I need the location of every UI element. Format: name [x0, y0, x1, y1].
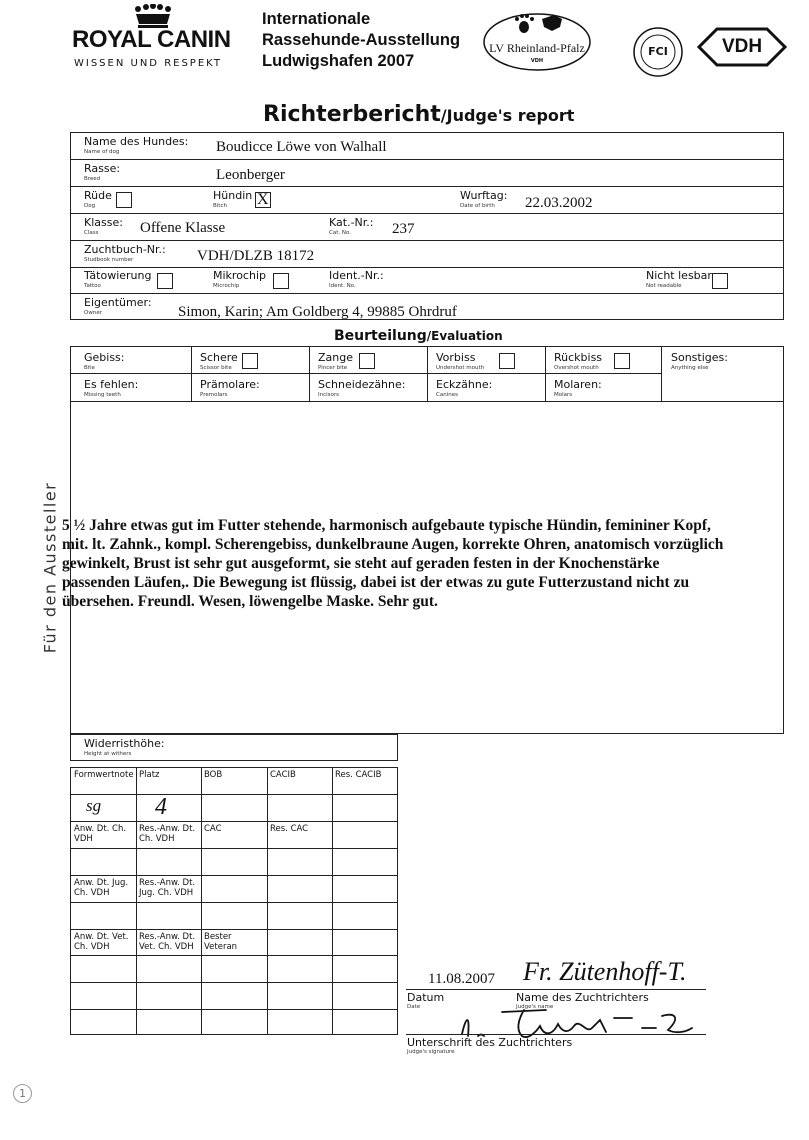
vdh-logo — [697, 27, 787, 67]
female-mark: X — [257, 191, 269, 208]
name-label: Name des Hundes: — [84, 135, 189, 148]
male-checkbox[interactable] — [116, 192, 132, 208]
tattoo-checkbox[interactable] — [157, 273, 173, 289]
vdh-cac: CAC — [204, 824, 222, 834]
header-cacib: CACIB — [270, 770, 296, 780]
tattoo-label: Tätowierung — [84, 269, 152, 282]
female-label: Hündin — [213, 189, 253, 202]
date-value: 11.08.2007 — [428, 971, 495, 987]
report-line-5: übersehen. Freundl. Wesen, löwengelbe Maske. Sehr gut. — [62, 593, 438, 610]
name-sub: Name of dog — [84, 149, 120, 155]
vet-anw: Anw. Dt. Vet. Ch. VDH — [74, 932, 129, 952]
class-value: Offene Klasse — [140, 220, 226, 236]
molars-sub: Molars — [554, 392, 573, 398]
vdh-res-cac: Res. CAC — [270, 824, 309, 834]
report-line-2: mit. lt. Zahnk., kompl. Scherengebiss, dunkelbraune Augen, korrekte Ohren, anatomisch vorzüglich — [62, 536, 724, 553]
owner-value: Simon, Karin; Am Goldberg 4, 99885 Ohrdruf — [178, 304, 457, 320]
header-res-cacib: Res. CACIB — [335, 770, 382, 780]
owner-sub: Owner — [84, 310, 102, 316]
fci-text: FCI — [648, 45, 668, 58]
pincer-sub: Pincer bite — [318, 365, 348, 371]
class-sub: Class — [84, 230, 99, 236]
side-label: Für den Aussteller — [40, 481, 60, 654]
results-table — [70, 767, 398, 1035]
lv-logo-sub: VDH — [530, 58, 544, 64]
event-line-3: Ludwigshafen 2007 — [262, 52, 415, 70]
undershot-sub: Undershot mouth — [436, 365, 485, 371]
chip-sub: Microchip — [213, 283, 240, 289]
judge-sub: Judge's name — [516, 1004, 554, 1010]
report-text — [62, 516, 782, 611]
place-value: 4 — [155, 794, 167, 820]
bite-label: Gebiss: — [84, 351, 125, 364]
grade-value: sg — [86, 796, 102, 815]
vdh-text: VDH — [721, 36, 763, 57]
jug-res-anw: Res.-Anw. Dt. Jug. Ch. VDH — [139, 878, 196, 898]
fci-logo — [632, 26, 684, 78]
evaluation-title-sub: /Evaluation — [426, 329, 503, 343]
scissor-sub: Scissor bite — [200, 365, 232, 371]
cat-sub: Cat. No. — [329, 230, 351, 236]
incisors-label: Schneidezähne: — [318, 378, 406, 391]
breed-sub: Breed — [84, 176, 101, 182]
studbook-label: Zuchtbuch-Nr.: — [84, 243, 166, 256]
class-label: Klasse: — [84, 216, 123, 229]
chip-checkbox[interactable] — [273, 273, 289, 289]
canines-sub: Canines — [436, 392, 458, 398]
scissor-label: Schere — [200, 351, 238, 364]
royal-canin-logo — [70, 4, 235, 72]
undershot-label: Vorbiss — [436, 351, 476, 364]
premolars-sub: Premolars — [200, 392, 228, 398]
height-sub: Height at withers — [84, 751, 132, 757]
birth-sub: Date of birth — [460, 203, 495, 209]
chip-label: Mikrochip — [213, 269, 266, 282]
scissor-checkbox[interactable] — [242, 353, 258, 369]
bite-sub: Bite — [84, 365, 95, 371]
date-sub: Date — [407, 1004, 421, 1010]
brand-name: ROYAL CANIN — [72, 26, 231, 53]
name-value: Boudicce Löwe von Walhall — [216, 139, 387, 155]
event-title — [262, 9, 460, 72]
map-icon — [542, 15, 562, 31]
premolars-label: Prämolare: — [200, 378, 260, 391]
sig-label: Unterschrift des Zuchtrichters — [407, 1036, 573, 1049]
lv-rheinland-pfalz-logo — [482, 9, 592, 73]
evaluation-title — [334, 325, 503, 344]
page-title — [263, 102, 574, 127]
other-label: Sonstiges: — [671, 351, 728, 364]
event-line-2: Rassehunde-Ausstellung — [262, 31, 461, 49]
jug-anw: Anw. Dt. Jug. Ch. VDH — [74, 878, 129, 898]
pincer-label: Zange — [318, 351, 353, 364]
sig-sub: Judge's signature — [407, 1049, 455, 1055]
tattoo-sub: Tattoo — [84, 283, 101, 289]
incisors-sub: Incisors — [318, 392, 340, 398]
breed-value: Leonberger — [216, 167, 285, 183]
title-sub: /Judge's report — [440, 106, 575, 125]
undershot-checkbox[interactable] — [499, 353, 515, 369]
vet-res-anw: Res.-Anw. Dt. Vet. Ch. VDH — [139, 932, 196, 952]
judge-label: Name des Zuchtrichters — [516, 991, 649, 1004]
height-label: Widerristhöhe: — [84, 737, 165, 750]
missing-label: Es fehlen: — [84, 378, 139, 391]
overshot-label: Rückbiss — [554, 351, 603, 364]
evaluation-title-main: Beurteilung — [334, 328, 427, 344]
female-sub: Bitch — [213, 203, 227, 209]
molars-label: Molaren: — [554, 378, 602, 391]
vdh-anw: Anw. Dt. Ch. VDH — [74, 824, 127, 844]
studbook-sub: Studbook number — [84, 257, 134, 263]
ident-sub: Ident. No. — [329, 283, 356, 289]
birth-value: 22.03.2002 — [525, 195, 593, 211]
paw-icon — [515, 14, 534, 33]
judge-name-handwritten: Fr. Zütenhoff-T. — [523, 957, 687, 986]
canines-label: Eckzähne: — [436, 378, 493, 391]
overshot-checkbox[interactable] — [614, 353, 630, 369]
unreadable-label: Nicht lesbar — [646, 269, 712, 282]
page-number — [13, 1084, 32, 1103]
page-number-text: 1 — [19, 1087, 26, 1100]
male-label: Rüde — [84, 189, 112, 202]
unreadable-sub: Not readable — [646, 283, 682, 289]
breed-label: Rasse: — [84, 162, 121, 175]
birth-label: Wurftag: — [460, 189, 508, 202]
overshot-sub: Overshot mouth — [554, 365, 599, 371]
date-label: Datum — [407, 991, 445, 1004]
header-place: Platz — [139, 770, 160, 780]
male-sub: Dog — [84, 203, 96, 209]
other-sub: Anything else — [671, 365, 709, 371]
ident-label: Ident.-Nr.: — [329, 269, 384, 282]
report-line-4: passenden Läufen,. Die Bewegung ist flüssig, dabei ist der etwas zu gute Futterzustand nicht zu — [62, 574, 690, 591]
brand-tagline: WISSEN UND RESPEKT — [74, 58, 223, 69]
missing-sub: Missing teeth — [84, 392, 121, 398]
vdh-res-anw: Res.-Anw. Dt. Ch. VDH — [139, 824, 196, 844]
header-grade: Formwertnote — [74, 770, 134, 780]
unreadable-checkbox[interactable] — [712, 273, 728, 289]
studbook-value: VDH/DLZB 18172 — [197, 248, 315, 264]
report-line-3: gewinkelt, Brust ist sehr gut ausgeformt, sie steht auf geraden festen in der Knochenstärke — [62, 555, 660, 572]
vet-best: Bester Veteran — [204, 932, 238, 952]
title-main: Richterbericht — [263, 102, 441, 127]
owner-label: Eigentümer: — [84, 296, 152, 309]
event-line-1: Internationale — [262, 10, 371, 28]
lv-logo-text: LV Rheinland-Pfalz — [489, 41, 585, 55]
cat-value: 237 — [392, 221, 415, 237]
crown-icon — [132, 4, 174, 28]
cat-label: Kat.-Nr.: — [329, 216, 374, 229]
report-line-1: 5 ½ Jahre etwas gut im Futter stehende, harmonisch aufgebaute typische Hündin, femininer Kopf, — [62, 517, 711, 534]
pincer-checkbox[interactable] — [359, 353, 375, 369]
header-bob: BOB — [204, 770, 223, 780]
